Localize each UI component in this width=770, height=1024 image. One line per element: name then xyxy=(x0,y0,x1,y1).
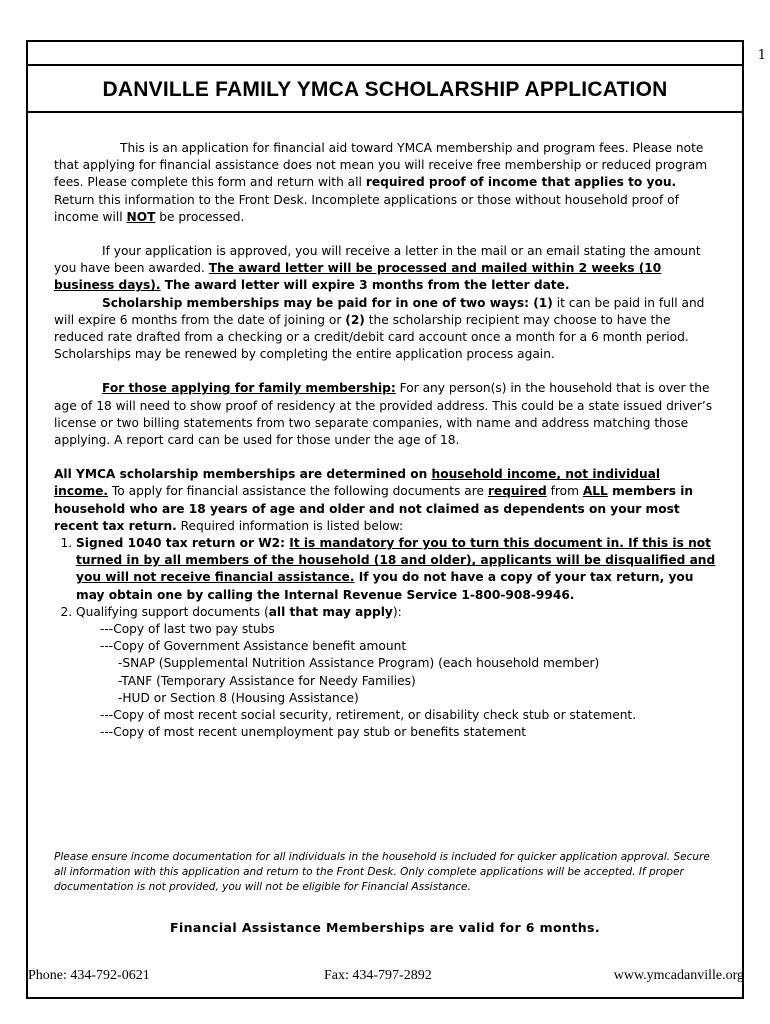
income-text: To apply for financial assistance the following documents are xyxy=(108,484,488,499)
intro-text: This is an application for financial aid toward YMCA membership and program fees. Please note that applying for financial assistance does not mean you will receive free membership or reduced program fees. Please complete this form and return with all xyxy=(54,141,708,190)
approval-bold: The award letter will expire 3 months from the letter date. xyxy=(160,278,570,293)
support-doc-item: -SNAP (Supplemental Nutrition Assistance Program) (each household member) xyxy=(118,656,600,671)
top-rule xyxy=(28,64,742,66)
support-docs-text: Qualifying support documents ( xyxy=(76,604,269,619)
approval-paragraph xyxy=(54,243,718,295)
footer-fax: Fax: 434-797-2892 xyxy=(324,968,432,983)
income-all: ALL xyxy=(582,484,608,499)
page-title: DANVILLE FAMILY YMCA SCHOLARSHIP APPLICATION xyxy=(102,78,668,101)
support-doc-item: ---Copy of most recent unemployment pay stub or benefits statement xyxy=(100,725,527,740)
support-doc-item: -TANF (Temporary Assistance for Needy Families) xyxy=(118,673,416,688)
payment-text: it can be paid in full and will expire 6 months from the date of joining or xyxy=(54,295,705,327)
support-docs-text-2: ): xyxy=(392,604,402,619)
tax-return-irs: If you do not have a copy of your tax return, you may obtain one by calling the Internal Revenue Service 1-800-908-9946. xyxy=(76,570,694,602)
tax-return-warning: It is mandatory for you to turn this document in. If this is not turned in by all members of the household (18 and older), applicants will be disqualified and you will not receive financial assistance. xyxy=(76,536,716,585)
family-text: For any person(s) in the household that is over the age of 18 will need to show proof of residency at the provided address. This could be a state issued driver’s license or two billing statements from two separate companies, with name and address matching those applying. A report card can be used for those under the age of 18. xyxy=(54,381,713,448)
requirements-list xyxy=(54,535,718,621)
support-doc-item: ---Copy of last two pay stubs xyxy=(100,622,275,637)
income-bold: All YMCA scholarship memberships are determined on xyxy=(54,467,432,482)
footer-phone: Phone: 434-792-0621 xyxy=(28,968,150,983)
support-doc-item: ---Copy of most recent social security, retirement, or disability check stub or statement. xyxy=(100,708,637,723)
documentation-note: Please ensure income documentation for all individuals in the household is included for quicker application approval. Secure all information with this application and return to the Front Desk. Only complete applications will be accepted. If proper documentation is not provided, you will not be eligible for Financial Assistance. xyxy=(54,851,710,894)
support-docs-bold: all that may apply xyxy=(268,604,393,619)
income-from: from xyxy=(546,484,583,499)
income-text-3: Required information is listed below: xyxy=(176,518,404,533)
support-doc-item: ---Copy of Government Assistance benefit amount xyxy=(100,639,407,654)
income-underlined: household income, not individual income. xyxy=(54,467,661,499)
application-body xyxy=(54,140,718,742)
payment-option-2: (2) xyxy=(345,312,365,327)
requirement-tax-return xyxy=(76,535,718,604)
payment-bold: Scholarship memberships may be paid for in one of two ways: (1) xyxy=(102,295,553,310)
intro-bold: required proof of income that applies to you. xyxy=(365,175,677,190)
family-paragraph xyxy=(54,380,718,449)
tax-return-label: Signed 1040 tax return or W2: xyxy=(76,536,290,551)
payment-text-2: the scholarship recipient may choose to have the reduced rate drafted from a checking or a credit/debit card account once a month for a 6 month period. Scholarships may be renewed by completing the entire application process again. xyxy=(54,312,689,362)
family-heading: For those applying for family membership: xyxy=(102,381,396,396)
validity-note: Financial Assistance Memberships are valid for 6 months. xyxy=(170,920,600,935)
footer-website[interactable]: www.ymcadanville.org xyxy=(613,968,744,983)
intro-text-3: be processed. xyxy=(155,209,245,224)
intro-not: NOT xyxy=(126,209,156,224)
intro-paragraph xyxy=(54,140,718,226)
page-number: 1 xyxy=(757,48,766,63)
approval-text: If your application is approved, you will receive a letter in the mail or an email stating the amount you have been awarded. xyxy=(54,244,701,276)
title-rule xyxy=(28,111,742,113)
income-paragraph xyxy=(54,466,718,535)
support-doc-item: -HUD or Section 8 (Housing Assistance) xyxy=(118,690,359,705)
intro-text-2: Return this information to the Front Desk. Incomplete applications or those without household proof of income will xyxy=(54,192,679,224)
approval-underlined: The award letter will be processed and mailed within 2 weeks (10 business days). xyxy=(54,261,662,293)
payment-paragraph xyxy=(54,295,718,364)
income-required: required xyxy=(487,484,547,499)
income-bold-2: members in household who are 18 years of age and older and not claimed as dependents on your most recent tax return. xyxy=(54,484,694,533)
requirement-support-docs xyxy=(76,604,718,621)
